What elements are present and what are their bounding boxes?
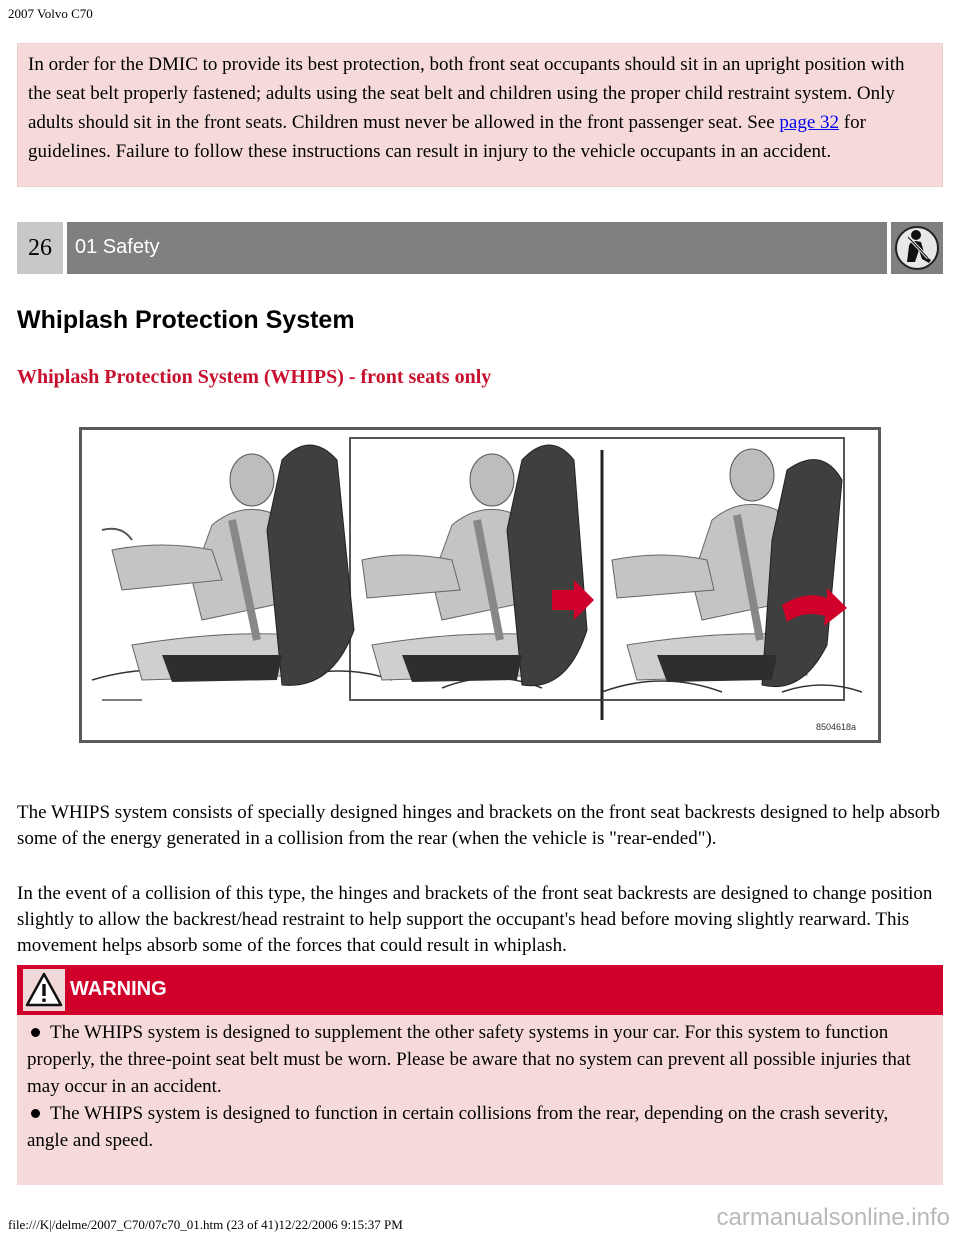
bullet-icon (31, 1028, 40, 1037)
footer-file-path: file:///K|/delme/2007_C70/07c70_01.htm (23 of 41)12/22/2006 9:15:37 PM (8, 1217, 403, 1232)
site-watermark: carmanualsonline.info (716, 1204, 950, 1231)
seatbelt-icon (891, 222, 943, 274)
page-heading: Whiplash Protection System (17, 306, 355, 334)
section-header (17, 222, 943, 274)
bullet-icon (31, 1109, 40, 1118)
warning-item: The WHIPS system is designed to function in certain collisions from the rear, depending on the crash severity, angle and speed. (27, 1103, 889, 1151)
warning-item: The WHIPS system is designed to supplement the other safety systems in your car. For this system to function properly, the three-point seat belt must be worn. Please be aware that no system can prevent all possible injuries that may occur in an accident. (27, 1022, 911, 1097)
warning-header (17, 965, 943, 1015)
whips-illustration (79, 427, 881, 743)
page-32-link[interactable]: page 32 (779, 112, 840, 133)
warning-label: WARNING (70, 978, 167, 1000)
page-number: 26 (17, 222, 63, 274)
figure-code: 8504618a (816, 722, 857, 732)
document-title: 2007 Volvo C70 (8, 6, 93, 21)
seat-panel-3 (612, 449, 847, 687)
warning-box (17, 965, 943, 1185)
subheading: Whiplash Protection System (WHIPS) - front seats only (17, 366, 492, 388)
note-text-after: for guidelines. Failure to follow these instructions can result in injury to the vehicle occupants in an accident. (28, 112, 866, 162)
note-text-before: In order for the DMIC to provide its best protection, both front seat occupants should sit in an upright position with the seat belt properly fastened; adults using the seat belt and children using the proper child restraint system. Only adults should sit in the front seats. Children must never be allowed in the front passenger seat. See (28, 54, 905, 133)
paragraph-2: In the event of a collision of this type, the hinges and brackets of the front seat backrests are designed to change position slightly to allow the backrest/head restraint to help support the occupant's head before moving slightly rearward. This movement helps absorb some of the forces that could result in whiplash. (17, 883, 933, 956)
section-title: 01 Safety (67, 222, 887, 274)
warning-triangle-icon (23, 969, 65, 1011)
seat-panel-1 (102, 445, 354, 685)
paragraph-1: The WHIPS system consists of specially designed hinges and brackets on the front seat backrests designed to help absorb some of the energy generated in a collision from the rear (when the vehicle is "rear-ended"). (17, 802, 941, 849)
warning-body (17, 1015, 943, 1185)
dmic-note (17, 43, 943, 187)
seat-panel-2 (362, 445, 594, 686)
